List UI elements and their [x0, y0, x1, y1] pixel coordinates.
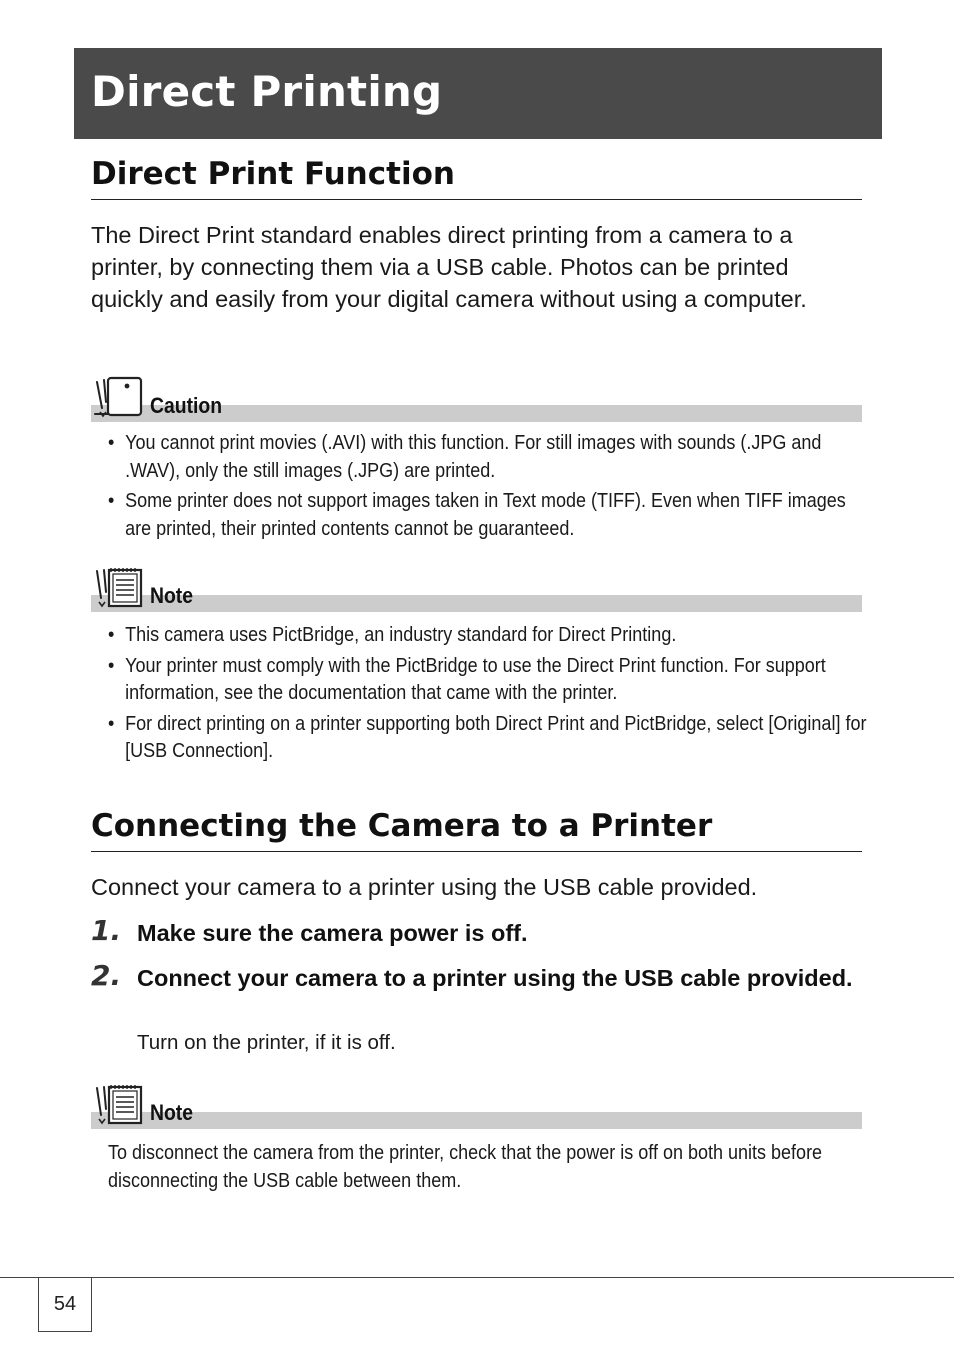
- step-number: 2.: [91, 959, 122, 992]
- section-intro: Connect your camera to a printer using the USB cable provided.: [91, 874, 758, 900]
- note-bar: [91, 595, 862, 612]
- section-heading-connecting-camera: Connecting the Camera to a Printer: [91, 804, 862, 852]
- step-text: Make sure the camera power is off.: [137, 920, 528, 946]
- caution-icon: [92, 372, 144, 420]
- intro-paragraph: The Direct Print standard enables direct printing from a camera to a printer, by connecting them via a USB cable. Photos can be printed quickly and easily from your digital camera without using a computer.: [91, 222, 807, 312]
- note-icon: [92, 1079, 144, 1127]
- note-bar: [91, 1112, 862, 1129]
- note-icon: [92, 562, 144, 610]
- note-item: • Your printer must comply with the PictBridge to use the Direct Print function. For support information, see the documentation that came with the printer.: [108, 653, 872, 708]
- caution-label: Caution: [150, 393, 223, 418]
- note-list: [108, 622, 868, 769]
- note-header: [91, 562, 862, 612]
- caution-list: [108, 430, 868, 546]
- page-number: 54: [38, 1277, 92, 1332]
- step-number: 1.: [91, 914, 122, 947]
- footer-rule: [0, 1277, 954, 1278]
- step-subtext: Turn on the printer, if it is off.: [137, 1031, 396, 1054]
- note-header: [91, 1079, 862, 1129]
- caution-item: • You cannot print movies (.AVI) with this function. For still images with sounds (.JPG and .WAV), only the still images (.JPG) are printed.: [108, 430, 872, 485]
- note-label: Note: [150, 583, 194, 608]
- chapter-title: Direct Printing: [91, 67, 443, 116]
- caution-item: • Some printer does not support images taken in Text mode (TIFF). Even when TIFF images are printed, their printed contents cannot be guaranteed.: [108, 488, 872, 543]
- note-text: To disconnect the camera from the printer, check that the power is off on both units before disconnecting the USB cable between them.: [108, 1142, 823, 1192]
- step-text: Connect your camera to a printer using the USB cable provided.: [137, 965, 853, 991]
- section-heading-direct-print-function: Direct Print Function: [91, 153, 862, 200]
- caution-header: [91, 372, 862, 422]
- note-label: Note: [150, 1100, 194, 1125]
- note-item: • For direct printing on a printer supporting both Direct Print and PictBridge, select [Original] for [USB Connection].: [108, 711, 872, 766]
- chapter-banner: [74, 48, 882, 139]
- note-item: • This camera uses PictBridge, an industry standard for Direct Printing.: [108, 622, 872, 650]
